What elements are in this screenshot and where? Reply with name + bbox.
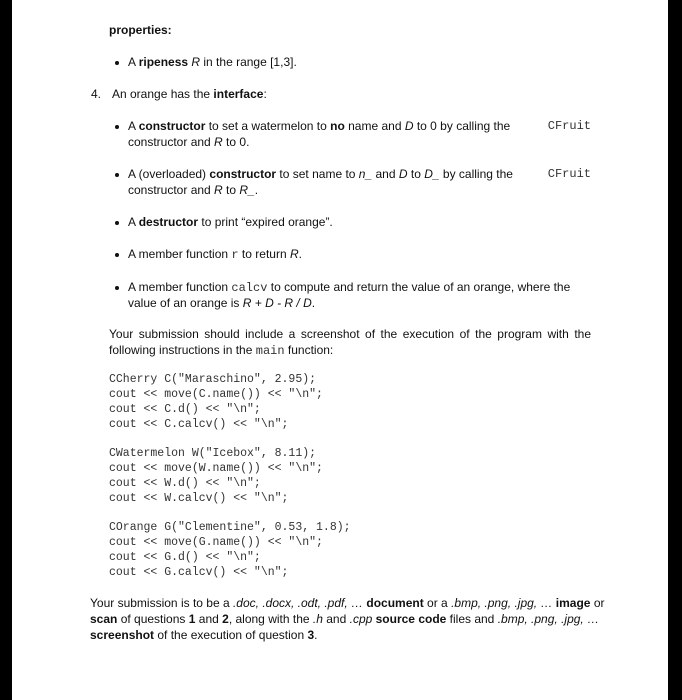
code-line: cout << W.calcv() << "\n"; [109,492,289,505]
constructor-line2: constructor and R to 0. [128,135,250,149]
code-line: cout << C.calcv() << "\n"; [109,418,289,431]
destructor-item: A destructor to print “expired orange”. [128,215,333,229]
orange-interface-item: An orange has the interface: [112,87,267,101]
submission-instructions-line2: following instructions in the main function: [109,343,334,358]
member-r-item: A member function r to return R. [128,247,302,262]
calcv-line2: value of an orange is R + D - R / D. [128,296,316,310]
submission-instructions-line1: Your submission should include a screenshot of the execution of the program with the [109,327,591,341]
bullet-dot [115,125,119,129]
final-paragraph-line1: Your submission is to be a .doc, .docx, .odt, .pdf, … document or a .bmp, .png, .jpg, … image or [90,596,605,610]
overloaded-constructor-line1: A (overloaded) constructor to set name to n_ and D to D_ by calling the CFruit [128,167,591,181]
code-block-watermelon [109,446,323,506]
ripeness-item: A ripeness R in the range [1,3]. [128,55,297,69]
bullet-dot [115,173,119,177]
code-line: CWatermelon W("Icebox", 8.11); [109,447,317,460]
bullet-dot [115,286,119,290]
code-line: cout << G.d() << "\n"; [109,551,261,564]
code-line: cout << G.calcv() << "\n"; [109,566,289,579]
bullet-dot [115,61,119,65]
final-paragraph-line2: scan of questions 1 and 2, along with the .h and .cpp source code files and .bmp, .png, .jpg, … [90,612,600,626]
code-line: cout << move(W.name()) << "\n"; [109,462,323,475]
constructor-line1: A constructor to set a watermelon to no name and D to 0 by calling the CFruit [128,119,591,133]
final-paragraph-line3: screenshot of the execution of question 3. [90,628,318,642]
document-page [12,0,668,700]
code-line: COrange G("Clementine", 0.53, 1.8); [109,521,351,534]
item-number: 4. [91,87,102,101]
code-block-orange [109,520,351,580]
bullet-dot [115,221,119,225]
code-line: CCherry C("Maraschino", 2.95); [109,373,317,386]
code-line: cout << move(C.name()) << "\n"; [109,388,323,401]
properties-heading: properties: [109,23,172,37]
code-line: cout << W.d() << "\n"; [109,477,261,490]
code-line: cout << move(G.name()) << "\n"; [109,536,323,549]
calcv-line1: A member function calcv to compute and return the value of an orange, where the [128,280,571,295]
code-line: cout << C.d() << "\n"; [109,403,261,416]
code-block-cherry [109,372,323,432]
overloaded-constructor-line2: constructor and R to R_. [128,183,259,197]
bullet-dot [115,253,119,257]
